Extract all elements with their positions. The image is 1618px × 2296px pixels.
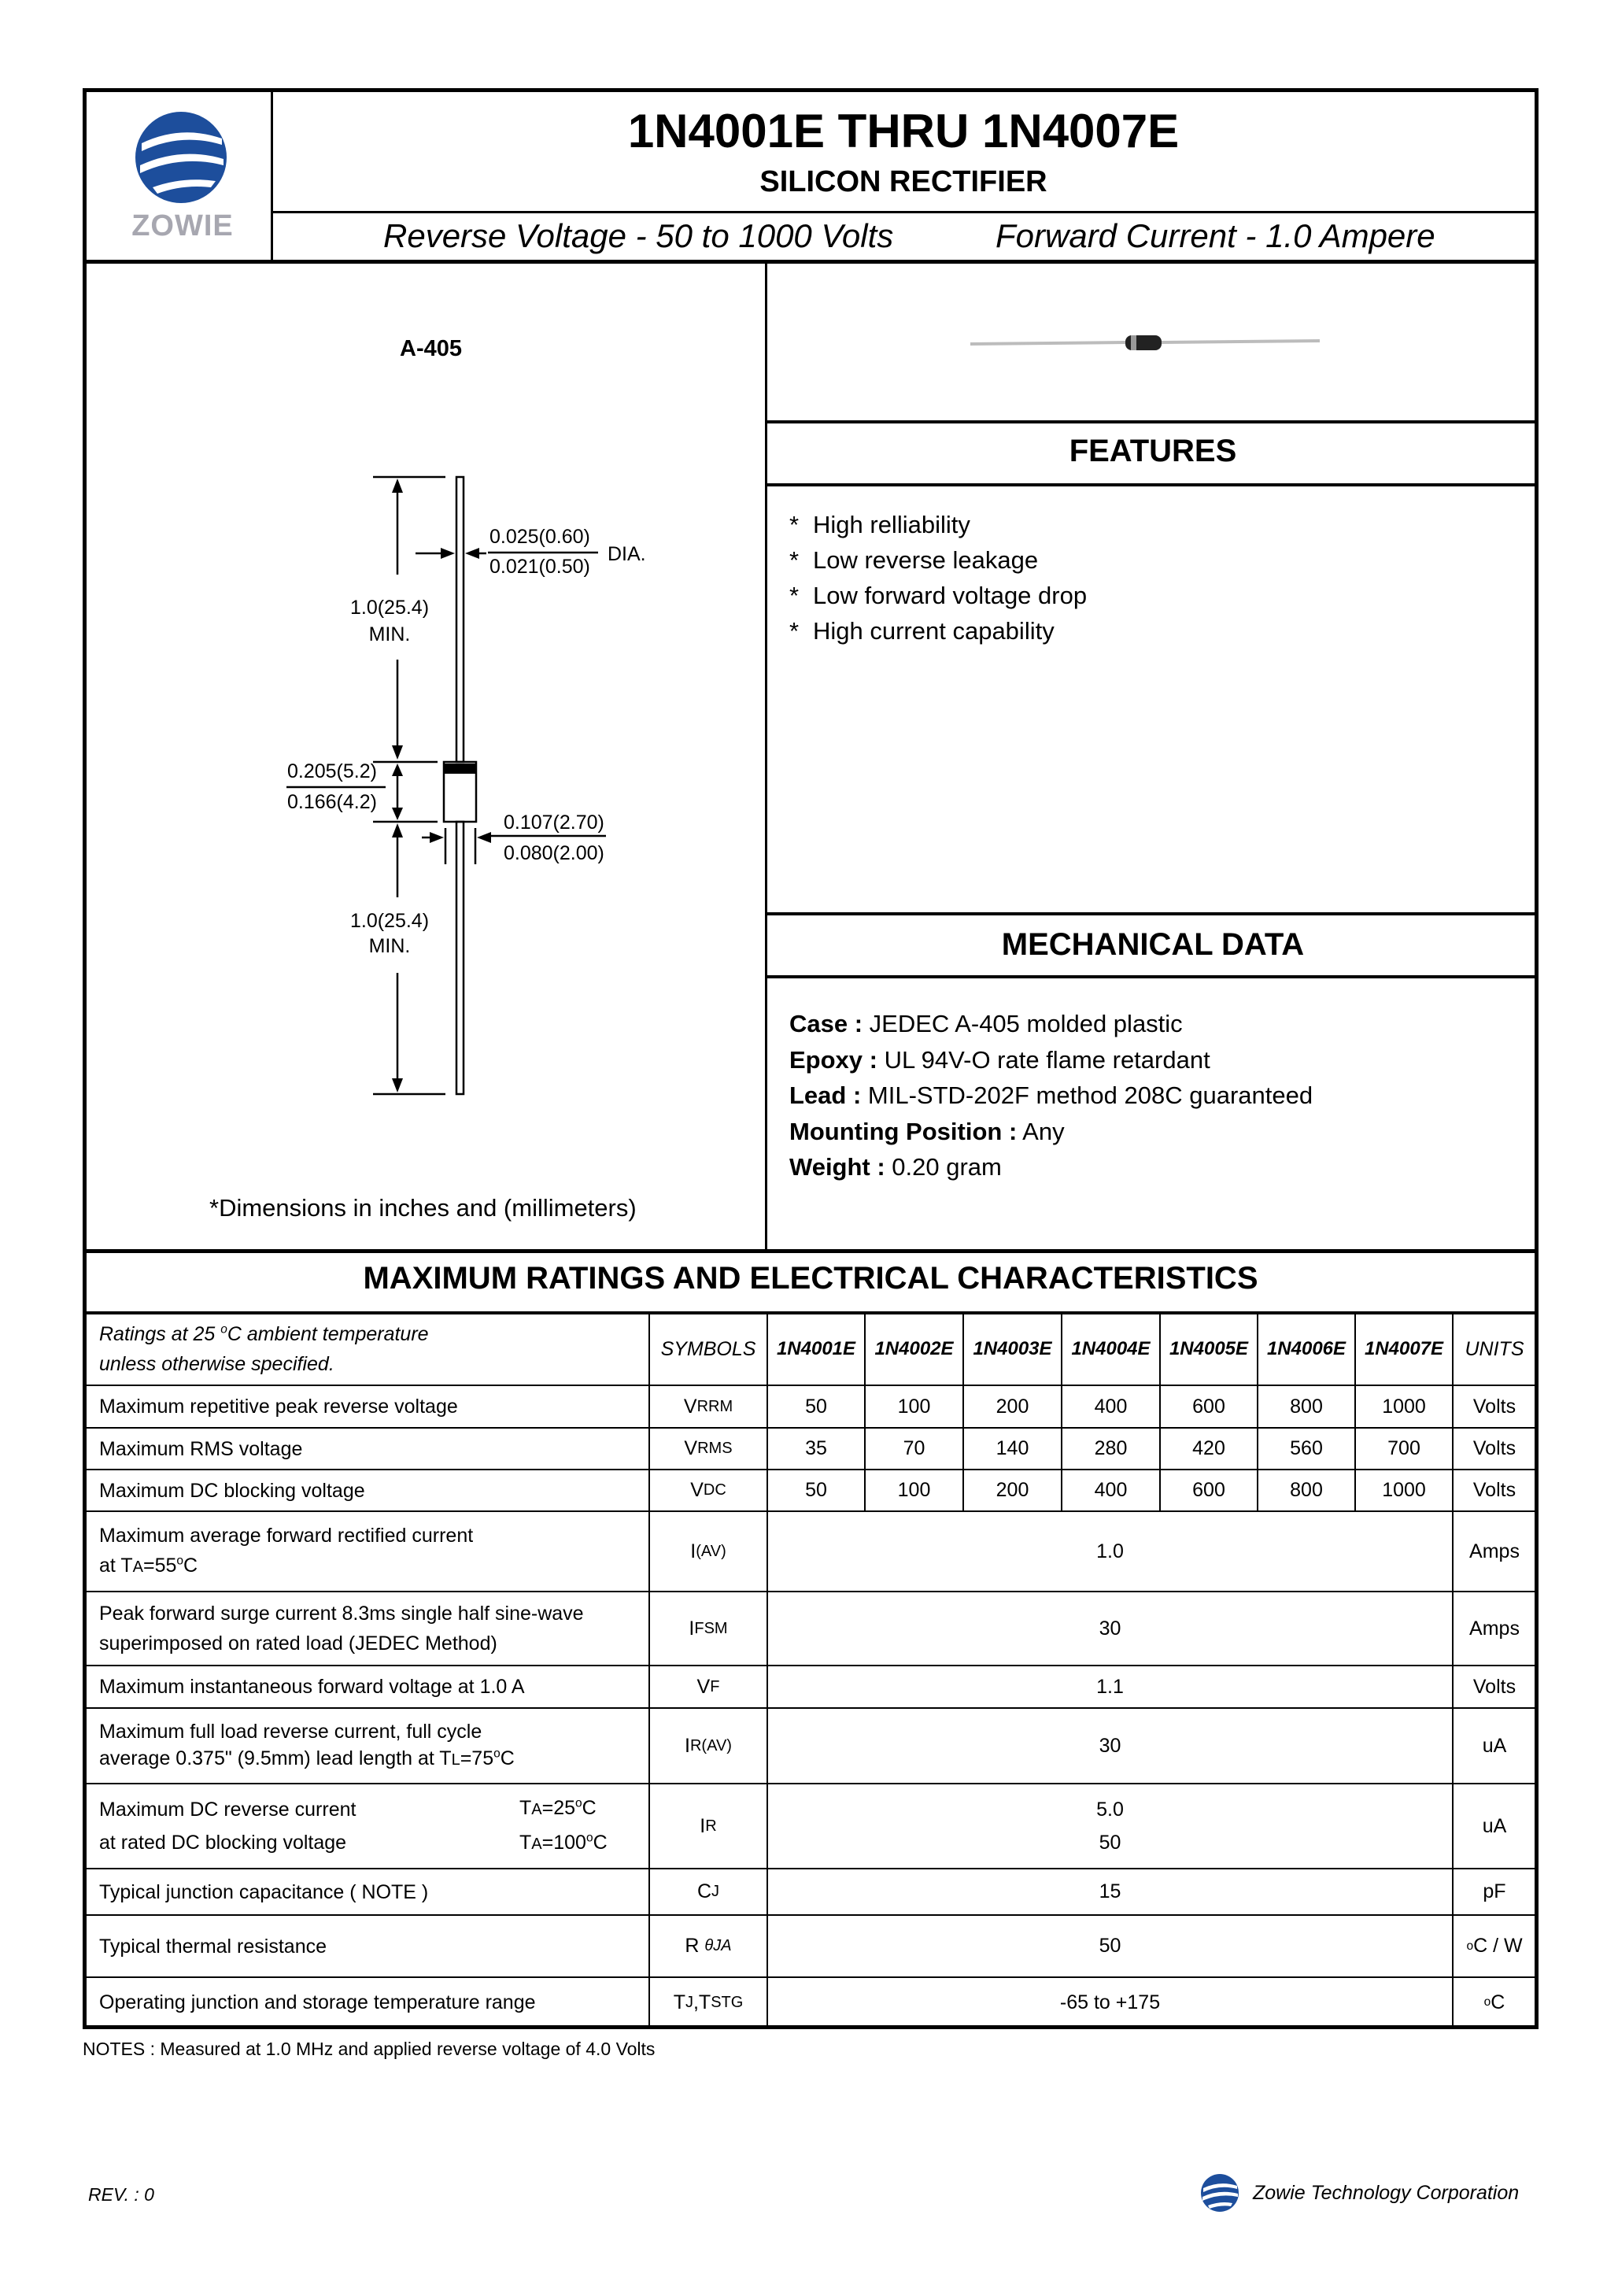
table-cell: 70: [903, 1437, 925, 1459]
table-cell: 100: [897, 1395, 931, 1418]
revision-label: REV. : 0: [88, 2184, 154, 2205]
table-cell: 1.0: [1096, 1540, 1124, 1562]
table-cell: 1000: [1382, 1479, 1426, 1501]
table-row-label: Maximum DC reverse current at rated DC blocking voltage: [99, 1799, 356, 1854]
body-dia-max-label: 0.107(2.70): [504, 812, 604, 834]
table-row-unit: Volts: [1472, 1437, 1516, 1459]
table-row-unit: Volts: [1472, 1479, 1516, 1501]
table-row-symbol: V F: [696, 1675, 720, 1698]
lead-length-bottom-min-label: MIN.: [368, 935, 411, 957]
list-item: Lead : MIL-STD-202F method 208C guaranteed: [789, 1081, 1313, 1109]
features-heading: FEATURES: [1069, 434, 1237, 468]
model-header: 1N4001E: [776, 1338, 856, 1359]
table-cell: 200: [996, 1395, 1029, 1418]
table-cell: 50: [805, 1395, 827, 1418]
model-header: 1N4002E: [874, 1338, 954, 1359]
table-cell: 30: [1099, 1734, 1121, 1757]
list-item: Epoxy : UL 94V-O rate flame retardant: [789, 1045, 1210, 1074]
company-globe-icon: [1199, 2172, 1240, 2213]
table-cell: 100: [897, 1479, 931, 1501]
table-row-symbol: I R: [700, 1814, 717, 1837]
ratings-condition: Ratings at 25 $^o$C ambient temperature unless otherwise specified.: [99, 1322, 429, 1375]
lead-length-bottom-label: 1.0(25.4): [349, 910, 430, 932]
table-row-symbol: R θJA: [685, 1935, 732, 1957]
dimensions-note: *Dimensions in inches and (millimeters): [209, 1194, 637, 1222]
list-item: Mounting Position : Any: [789, 1117, 1065, 1145]
table-cell: 280: [1094, 1437, 1128, 1459]
table-row-symbol: V RMS: [684, 1437, 733, 1459]
table-cell: 400: [1094, 1395, 1128, 1418]
mechanical-heading: MECHANICAL DATA: [1001, 927, 1305, 962]
table-cell: 1000: [1382, 1395, 1426, 1418]
lead-length-top-min-label: MIN.: [368, 623, 411, 645]
table-row-label: Maximum instantaneous forward voltage at 1.0 A: [99, 1676, 525, 1698]
table-row-symbol: I FSM: [689, 1617, 728, 1640]
company-name: Zowie Technology Corporation: [1253, 2182, 1520, 2204]
table-row-unit: pF: [1483, 1880, 1506, 1902]
lead-length-top-label: 1.0(25.4): [349, 597, 430, 619]
table-cell: 50: [805, 1479, 827, 1501]
table-row-symbol: C J: [696, 1880, 720, 1902]
symbols-header: SYMBOLS: [660, 1337, 756, 1360]
table-row-unit: Volts: [1472, 1675, 1516, 1698]
table-row-unit: uA: [1482, 1734, 1507, 1757]
table-row-symbol: T J ,T STG: [673, 1991, 744, 2013]
table-row-conditions: $TA=25^oC$ $TA=100^oC$: [519, 1796, 608, 1854]
reverse-voltage-spec: Reverse Voltage - 50 to 1000 Volts: [383, 217, 894, 254]
table-row-label: Peak forward surge current 8.3ms single half sine-wave superimposed on rated load (JEDEC Method): [99, 1603, 584, 1655]
table-cell: 600: [1192, 1479, 1225, 1501]
list-item: Case : JEDEC A-405 molded plastic: [789, 1010, 1183, 1037]
table-row-label: Typical junction capacitance ( NOTE ): [99, 1880, 429, 1903]
table-row-label: Maximum average forward rectified current at $TA=55^oC$: [99, 1525, 474, 1577]
table-cell: 800: [1290, 1395, 1323, 1418]
table-cell: 50: [1099, 1935, 1121, 1957]
body-length-max-label: 0.205(5.2): [287, 760, 377, 782]
table-cell: 140: [996, 1437, 1029, 1459]
package-name: A-405: [400, 336, 462, 361]
table-row-label: Operating junction and storage temperature range: [99, 1991, 536, 2013]
list-item: Weight : 0.20 gram: [789, 1153, 1002, 1181]
list-item: * Low reverse leakage: [789, 546, 1039, 574]
list-item: * High relliability: [789, 511, 970, 538]
list-item: * High current capability: [789, 617, 1055, 645]
table-row-label: Maximum full load reverse current, full cycle average 0.375" (9.5mm) lead length at $TL=75^oC$: [99, 1721, 515, 1769]
table-cell: 30: [1099, 1617, 1121, 1640]
table-row-label: Maximum DC blocking voltage: [99, 1479, 365, 1502]
ratings-heading: MAXIMUM RATINGS AND ELECTRICAL CHARACTERISTICS: [363, 1261, 1258, 1296]
table-row-unit: Amps: [1469, 1617, 1520, 1640]
table-row-symbol: I (AV): [690, 1540, 726, 1562]
table-cell: 800: [1290, 1479, 1323, 1501]
table-row-unit: uA: [1482, 1814, 1507, 1837]
table-cell: -65 to +175: [1059, 1991, 1161, 2013]
notes: NOTES : Measured at 1.0 MHz and applied reverse voltage of 4.0 Volts: [83, 2039, 656, 2059]
table-cell: 560: [1290, 1437, 1323, 1459]
table-cell: 200: [996, 1479, 1029, 1501]
dia-label: DIA.: [608, 543, 646, 565]
page-title: 1N4001E THRU 1N4007E: [627, 105, 1180, 157]
page-subtitle: SILICON RECTIFIER: [759, 165, 1047, 198]
logo-text: ZOWIE: [131, 209, 234, 242]
body-length-min-label: 0.166(4.2): [287, 791, 377, 813]
table-row-unit: o C: [1483, 1991, 1505, 2013]
table-cell: 400: [1094, 1479, 1128, 1501]
table-row-symbol: I R(AV): [685, 1734, 732, 1757]
table-row-symbol: V RRM: [683, 1395, 733, 1418]
table-cell: 35: [805, 1437, 827, 1459]
table-cell: 700: [1387, 1437, 1420, 1459]
model-header: 1N4007E: [1364, 1338, 1444, 1359]
table-cell: 15: [1099, 1880, 1121, 1902]
table-cell: 5.0 50: [1096, 1799, 1124, 1854]
model-header: 1N4006E: [1266, 1338, 1346, 1359]
table-cell: 1.1: [1096, 1675, 1124, 1698]
table-row-unit: Volts: [1472, 1395, 1516, 1418]
table-row-unit: o C / W: [1466, 1935, 1523, 1957]
table-row-symbol: V DC: [690, 1479, 726, 1501]
table-row-unit: Amps: [1469, 1540, 1520, 1562]
table-row-label: Typical thermal resistance: [99, 1935, 327, 1958]
table-row-label: Maximum repetitive peak reverse voltage: [99, 1396, 458, 1418]
table-row-label: Maximum RMS voltage: [99, 1437, 303, 1460]
units-header: UNITS: [1465, 1337, 1524, 1360]
table-cell: 600: [1192, 1395, 1225, 1418]
forward-current-spec: Forward Current - 1.0 Ampere: [996, 217, 1435, 254]
lead-dia-min-label: 0.021(0.50): [489, 556, 590, 578]
model-header: 1N4004E: [1071, 1338, 1151, 1359]
lead-dia-max-label: 0.025(0.60): [489, 526, 590, 548]
list-item: * Low forward voltage drop: [789, 582, 1088, 609]
model-header: 1N4005E: [1169, 1338, 1249, 1359]
model-header: 1N4003E: [973, 1338, 1052, 1359]
table-cell: 420: [1192, 1437, 1225, 1459]
body-dia-min-label: 0.080(2.00): [504, 842, 604, 864]
